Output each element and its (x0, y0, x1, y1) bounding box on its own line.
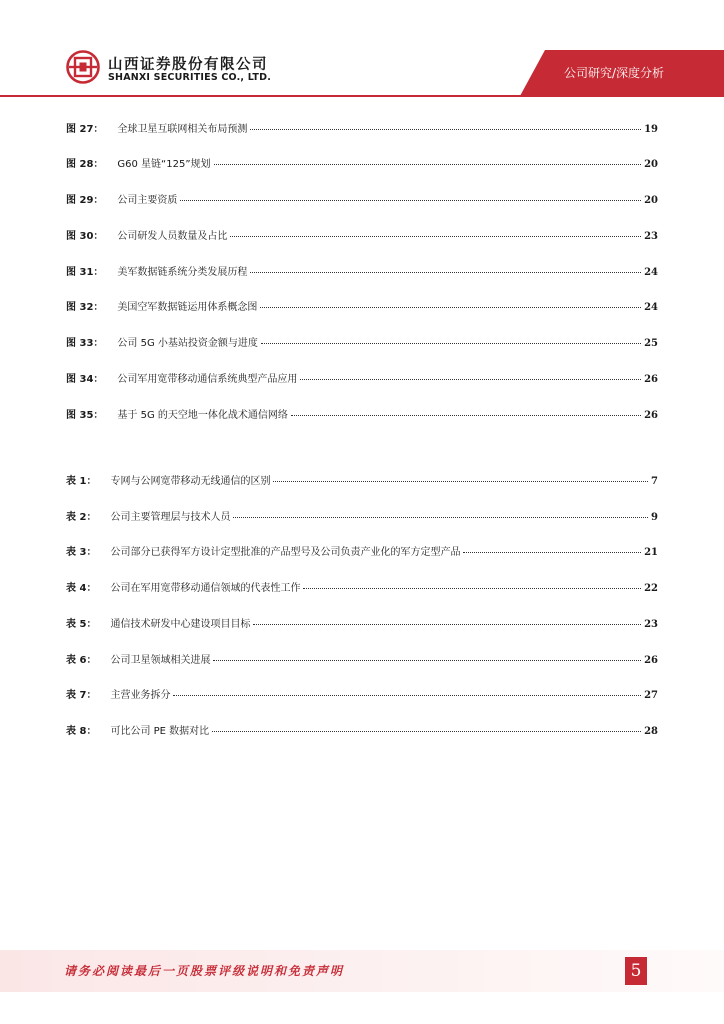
toc-entry-page: 7 (651, 476, 658, 487)
toc-entry-label: 图 27： (66, 124, 104, 135)
toc-entry[interactable] (66, 543, 658, 561)
toc-entry-title: 公司研发人员数量及占比 (117, 231, 228, 242)
toc-entry-label: 图 35： (66, 410, 104, 421)
toc-leader-dots (173, 695, 641, 696)
toc-entry-label: 图 30： (66, 231, 104, 242)
toc-entry-page: 9 (651, 512, 658, 523)
toc-entry-page: 19 (644, 124, 658, 135)
toc-entry-title: 美军数据链系统分类发展历程 (117, 267, 248, 278)
toc-entry-page: 23 (644, 231, 658, 242)
toc-entry[interactable] (66, 406, 658, 424)
toc-entry-label: 表 3： (66, 547, 97, 558)
toc-entry-label: 图 31： (66, 267, 104, 278)
toc-entry-title: 可比公司 PE 数据对比 (110, 726, 210, 737)
toc-entry-label: 表 8： (66, 726, 97, 737)
toc-entry-label: 表 5： (66, 619, 97, 630)
toc-entry[interactable] (66, 191, 658, 209)
toc-leader-dots (291, 415, 641, 416)
toc-leader-dots (463, 552, 641, 553)
toc-entry[interactable] (66, 263, 658, 281)
brand-name-en: SHANXI SECURITIES CO., LTD. (108, 72, 272, 83)
toc-entry-title: 公司在军用宽带移动通信领域的代表性工作 (110, 583, 301, 594)
toc-entry-title: 通信技术研发中心建设项目目标 (110, 619, 251, 630)
toc-entry-title: 公司军用宽带移动通信系统典型产品应用 (117, 374, 298, 385)
toc-entry-label: 图 29： (66, 195, 104, 206)
toc-leader-dots (230, 236, 641, 237)
toc-entry-label: 图 34： (66, 374, 104, 385)
toc-leader-dots (300, 379, 641, 380)
toc-entry-title: 公司卫星领域相关进展 (110, 655, 211, 666)
toc-entry-page: 24 (644, 302, 658, 313)
toc-entry-title: 公司部分已获得军方设计定型批准的产品型号及公司负责产业化的军方定型产品 (110, 547, 461, 558)
toc-entry[interactable] (66, 472, 658, 490)
toc-entry-title: 公司 5G 小基站投资金额与进度 (117, 338, 258, 349)
toc-entry[interactable] (66, 370, 658, 388)
toc-entry[interactable] (66, 615, 658, 633)
toc-leader-dots (250, 129, 641, 130)
toc-entry[interactable] (66, 651, 658, 669)
toc-leader-dots (180, 200, 641, 201)
toc-leader-dots (261, 343, 641, 344)
toc-entry-page: 20 (644, 195, 658, 206)
toc-entry[interactable] (66, 227, 658, 245)
company-logo (66, 50, 286, 90)
toc-entry[interactable] (66, 722, 658, 740)
toc-entry-page: 23 (644, 619, 658, 630)
toc-entry-page: 26 (644, 374, 658, 385)
toc-entry-page: 21 (644, 547, 658, 558)
toc-entry-title: 美国空军数据链运用体系概念图 (117, 302, 258, 313)
toc-entry-page: 26 (644, 410, 658, 421)
toc-leader-dots (250, 272, 641, 273)
toc-leader-dots (233, 517, 648, 518)
report-section-label: 公司研究/深度分析 (563, 66, 664, 80)
toc-entry-title: 公司主要管理层与技术人员 (110, 512, 231, 523)
toc-leader-dots (213, 660, 641, 661)
toc-entry-title: 基于 5G 的天空地一体化战术通信网络 (117, 410, 288, 421)
toc-entry-label: 表 1： (66, 476, 97, 487)
toc-entry-label: 表 4： (66, 583, 97, 594)
brand-name-cn: 山西证券股份有限公司 (108, 57, 268, 73)
toc-entry[interactable] (66, 686, 658, 704)
toc-entry-label: 图 33： (66, 338, 104, 349)
toc-leader-dots (214, 164, 642, 165)
toc-entry-page: 24 (644, 267, 658, 278)
toc-leader-dots (273, 481, 648, 482)
toc-entry-title: 专网与公网宽带移动无线通信的区别 (110, 476, 271, 487)
toc-entry-title: G60 星链“125”规划 (117, 159, 211, 170)
toc-entry[interactable] (66, 155, 658, 173)
toc-entry-label: 表 7： (66, 690, 97, 701)
toc-leader-dots (212, 731, 641, 732)
toc-leader-dots (253, 624, 641, 625)
toc-entry-label: 表 2： (66, 512, 97, 523)
toc-entry-page: 20 (644, 159, 658, 170)
toc-entry-title: 全球卫星互联网相关布局预测 (117, 124, 248, 135)
footer-disclaimer: 请务必阅读最后一页股票评级说明和免责声明 (64, 964, 345, 978)
toc-entry-page: 26 (644, 655, 658, 666)
header-divider (0, 95, 724, 97)
toc-leader-dots (260, 307, 641, 308)
toc-entry[interactable] (66, 298, 658, 316)
toc-entry-page: 22 (644, 583, 658, 594)
toc-entry-page: 28 (644, 726, 658, 737)
toc-entry[interactable] (66, 579, 658, 597)
toc-entry-label: 图 32： (66, 302, 104, 313)
toc-entry-title: 主营业务拆分 (110, 690, 171, 701)
toc-entry-label: 表 6： (66, 655, 97, 666)
page-number: 5 (625, 957, 647, 985)
toc-entry[interactable] (66, 120, 658, 138)
toc-entry-title: 公司主要资质 (117, 195, 178, 206)
toc-entry[interactable] (66, 334, 658, 352)
toc-leader-dots (303, 588, 641, 589)
logo-mark-icon (66, 50, 100, 84)
toc-entry-page: 25 (644, 338, 658, 349)
toc-entry[interactable] (66, 508, 658, 526)
toc-entry-page: 27 (644, 690, 658, 701)
toc-entry-label: 图 28： (66, 159, 104, 170)
